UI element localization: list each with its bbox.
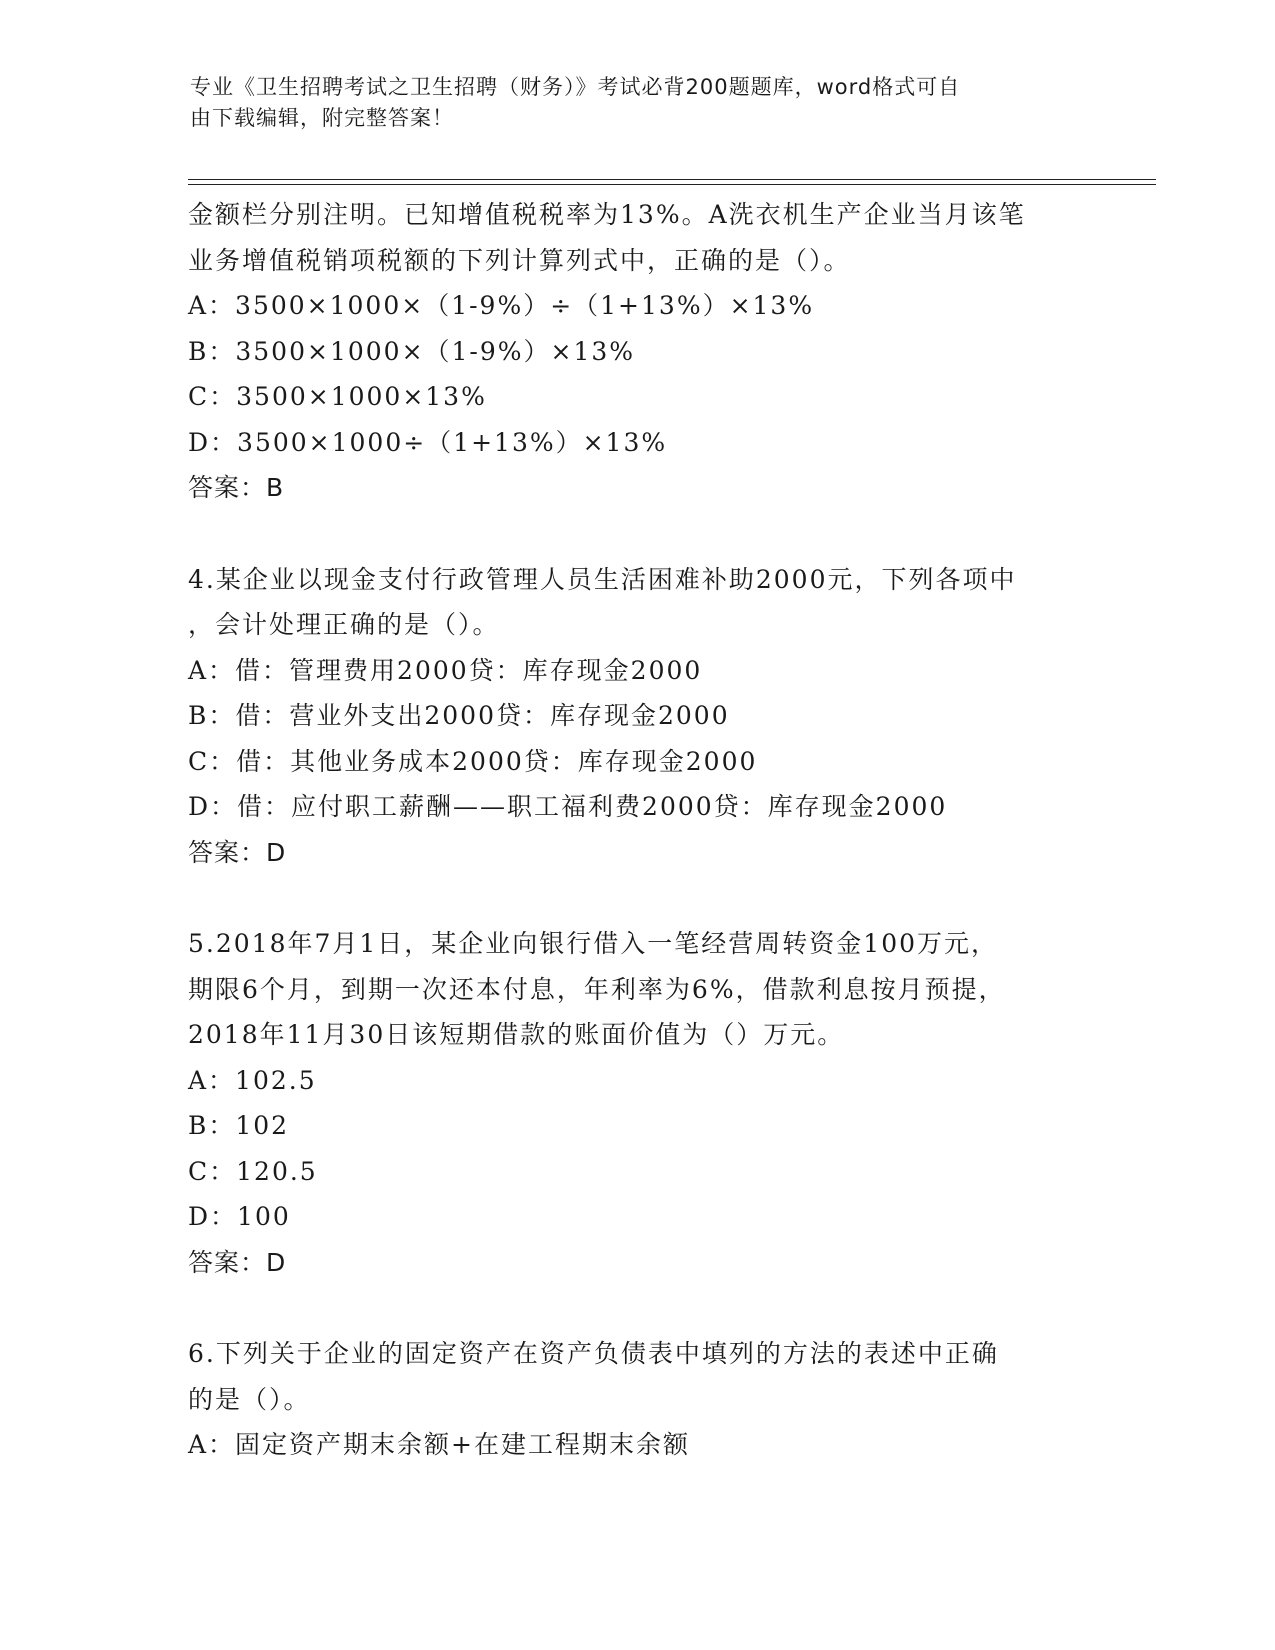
- header-title-line-2: 由下载编辑，附完整答案！: [190, 106, 454, 130]
- option-d: D：借：应付职工薪酬——职工福利费2000贷：库存现金2000: [188, 792, 948, 821]
- question-stem-line: 4.某企业以现金支付行政管理人员生活困难补助2000元，下列各项中: [188, 564, 1017, 594]
- option-c: C：借：其他业务成本2000贷：库存现金2000: [188, 746, 758, 776]
- option-a: A：3500×1000×（1-9%）÷（1+13%）×13%: [188, 291, 815, 320]
- spacer: [188, 875, 1088, 921]
- option-a: A：借：管理费用2000贷：库存现金2000: [188, 655, 703, 685]
- answer-line: 答案：B: [188, 473, 285, 502]
- question-6: [188, 1331, 1088, 1468]
- option-b: B：借：营业外支出2000贷：库存现金2000: [188, 701, 730, 730]
- header-divider-top: [188, 179, 1156, 180]
- question-stem-line: 金额栏分别注明。已知增值税税率为13%。A洗衣机生产企业当月该笔: [188, 200, 1026, 229]
- question-3: [188, 192, 1088, 511]
- spacer: [188, 511, 1088, 557]
- question-stem-line: 期限6个月，到期一次还本付息，年利率为6%，借款利息按月预提，: [188, 974, 1006, 1004]
- option-d: D：100: [188, 1202, 291, 1231]
- question-stem-line: 业务增值税销项税额的下列计算列式中，正确的是（）。: [188, 245, 851, 275]
- option-a: A：固定资产期末余额+在建工程期末余额: [188, 1430, 691, 1459]
- option-b: B：3500×1000×（1-9%）×13%: [188, 336, 636, 366]
- document-header: [190, 72, 1080, 134]
- option-d: D：3500×1000÷（1+13%）×13%: [188, 427, 668, 457]
- question-content: [188, 192, 1088, 1468]
- option-c: C：3500×1000×13%: [188, 382, 487, 411]
- question-stem-line: 6.下列关于企业的固定资产在资产负债表中填列的方法的表述中正确: [188, 1339, 999, 1368]
- question-stem-line: ，会计处理正确的是（）。: [188, 610, 500, 639]
- option-a: A：102.5: [188, 1065, 317, 1095]
- answer-line: 答案：D: [188, 837, 287, 867]
- option-c: C：120.5: [188, 1156, 318, 1186]
- header-divider-bottom: [188, 184, 1156, 185]
- spacer: [188, 1285, 1088, 1331]
- answer-line: 答案：D: [188, 1247, 287, 1277]
- question-stem-line: 的是（）。: [188, 1384, 311, 1414]
- option-b: B：102: [188, 1111, 290, 1140]
- question-stem-line: 5.2018年7月1日，某企业向银行借入一笔经营周转资金100万元，: [188, 929, 999, 958]
- question-stem-line: 2018年11月30日该短期借款的账面价值为（）万元。: [188, 1020, 845, 1049]
- header-title-line-1: 专业《卫生招聘考试之卫生招聘（财务）》考试必背200题题库，word格式可自: [190, 75, 961, 99]
- question-5: [188, 921, 1088, 1285]
- question-4: [188, 557, 1088, 876]
